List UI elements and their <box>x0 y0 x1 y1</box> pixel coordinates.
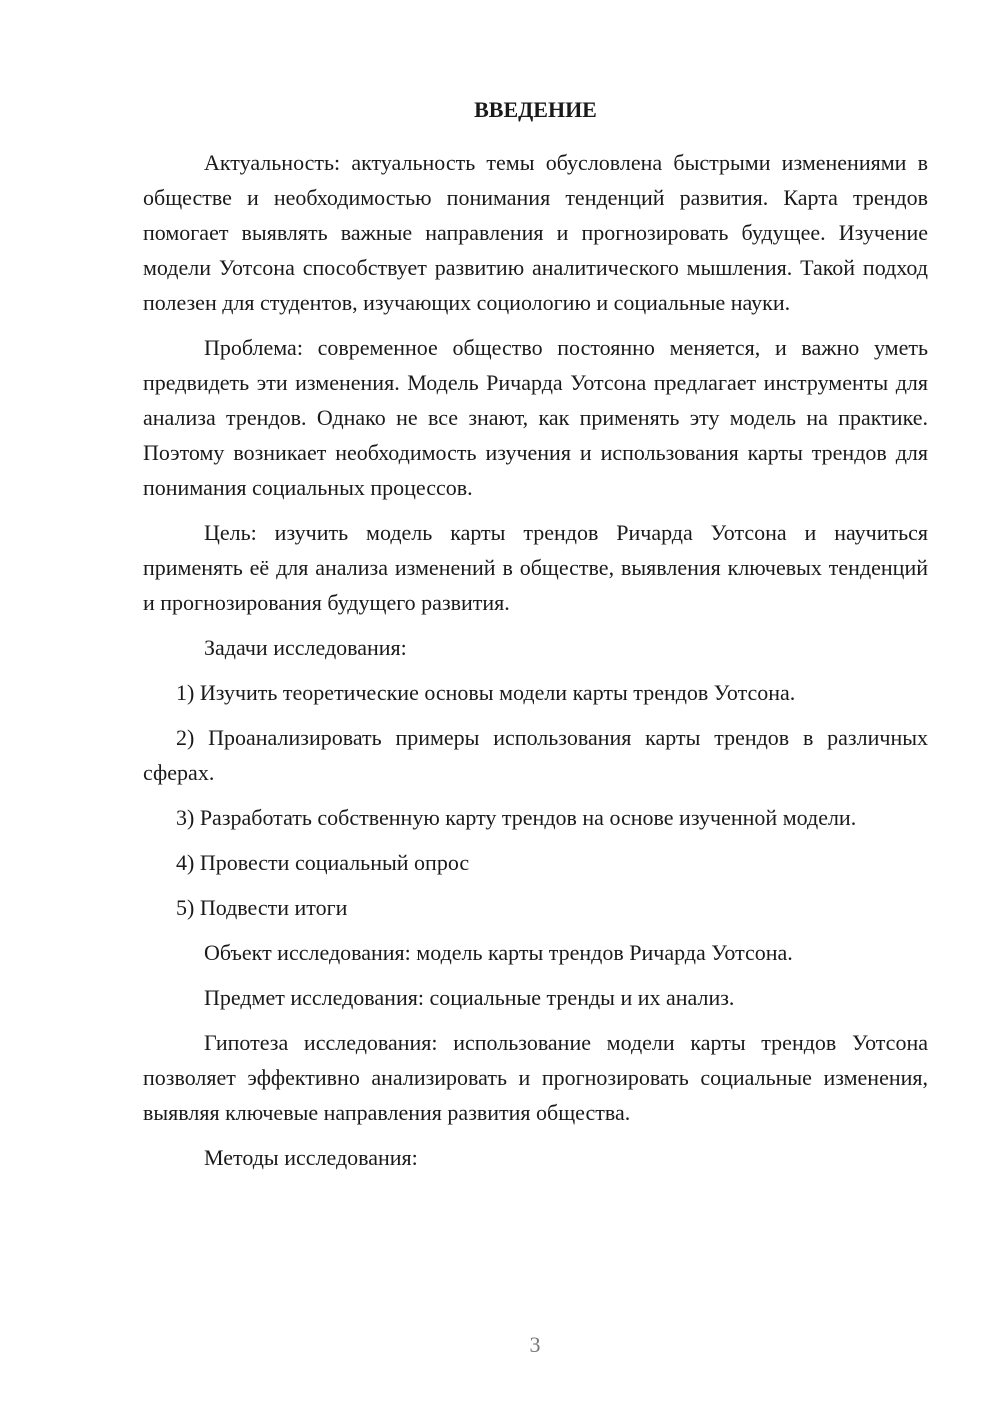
page-title: ВВЕДЕНИЕ <box>474 97 597 122</box>
paragraph-object: Объект исследования: модель карты трендов Ричарда Уотсона. <box>204 940 793 965</box>
tasks-title: Задачи исследования: <box>204 635 407 660</box>
page-body <box>143 92 928 1185</box>
paragraph-methods: Методы исследования: <box>204 1145 418 1170</box>
paragraph-goal: Цель: изучить модель карты трендов Ричарда Уотсона и научиться применять её для анализа изменений в обществе, выявления ключевых тенденций и прогнозирования будущего развития. <box>143 520 928 615</box>
page-number: 3 <box>529 1332 541 1357</box>
task-item-4: 4) Провести социальный опрос <box>176 850 470 875</box>
task-item-1: 1) Изучить теоретические основы модели карты трендов Уотсона. <box>176 680 796 705</box>
task-item-2: 2) Проанализировать примеры использования карты трендов в различных сферах. <box>143 725 928 785</box>
paragraph-problem: Проблема: современное общество постоянно меняется, и важно уметь предвидеть эти изменения. Модель Ричарда Уотсона предлагает инструменты для анализа трендов. Однако не все знают, как применять эту модель на практике. Поэтому возникает необходимость изучения и использования карты трендов для понимания социальных процессов. <box>143 335 928 500</box>
task-item-5: 5) Подвести итоги <box>176 895 348 920</box>
paragraph-relevance: Актуальность: актуальность темы обусловлена быстрыми изменениями в обществе и необходимостью понимания тенденций развития. Карта трендов помогает выявлять важные направления и прогнозировать будущее. Изучение модели Уотсона способствует развитию аналитического мышления. Такой подход полезен для студентов, изучающих социологию и социальные науки. <box>143 150 928 315</box>
paragraph-subject: Предмет исследования: социальные тренды и их анализ. <box>204 985 735 1010</box>
paragraph-hypothesis: Гипотеза исследования: использование модели карты трендов Уотсона позволяет эффективно анализировать и прогнозировать социальные изменения, выявляя ключевые направления развития общества. <box>143 1030 928 1125</box>
task-item-3: 3) Разработать собственную карту трендов на основе изученной модели. <box>176 805 857 830</box>
